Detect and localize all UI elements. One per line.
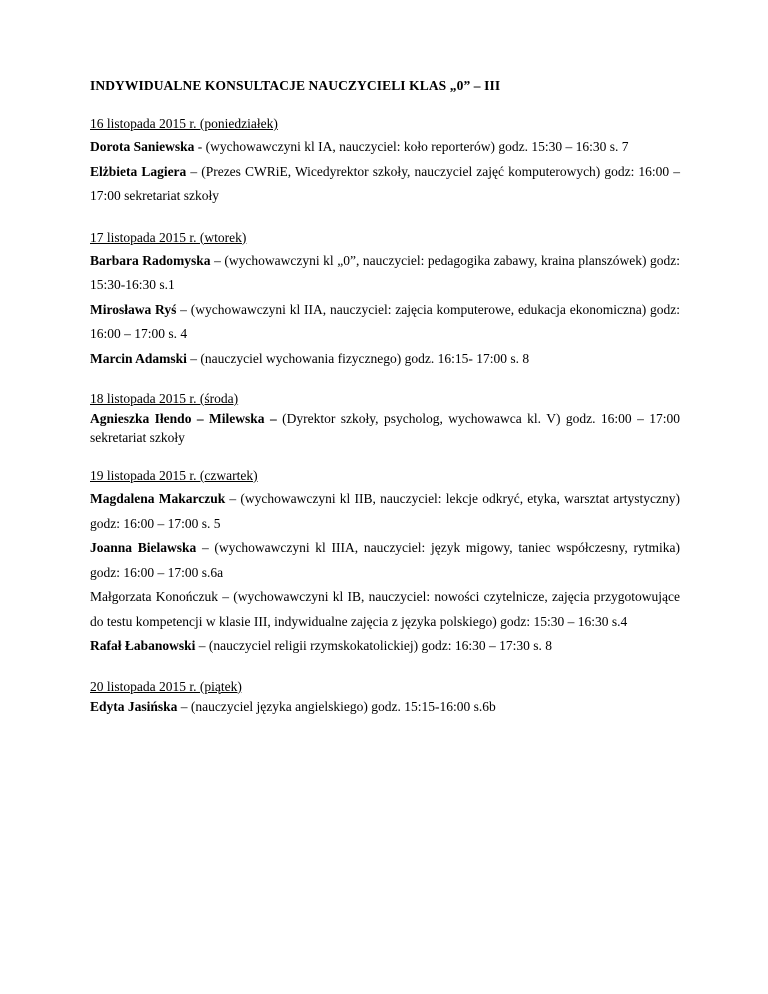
day-date: 18 listopada 2015 r. (środa)	[90, 391, 239, 406]
teacher-name: Mirosława Ryś	[90, 301, 177, 317]
teacher-details: – (wychowawczyni kl IIA, nauczyciel: zajęcia komputerowe, edukacja ekonomiczna) godz: 16:00 – 17:00 s. 4	[90, 301, 680, 341]
teacher-entry	[90, 585, 680, 634]
day-section-monday	[90, 113, 680, 209]
teacher-details: – (wychowawczyni kl IIB, nauczyciel: lekcje odkryć, etyka, warsztat artystyczny) godz: 16:00 – 17:00 s. 5	[90, 491, 680, 531]
teacher-name: Marcin Adamski	[90, 350, 187, 366]
day-date: 17 listopada 2015 r. (wtorek)	[90, 229, 247, 245]
teacher-details: – (wychowawczyni kl IIIA, nauczyciel: język migowy, taniec współczesny, rytmika) godz: 16:00 – 17:00 s.6a	[90, 540, 680, 580]
teacher-details: Małgorzata Konończuk – (wychowawczyni kl IB, nauczyciel: nowości czytelnicze, zajęcia przygotowujące do testu kompetencji w klasie III, indywidualne zajęcia z języka polskiego) godz: 15:30 – 16:30 s.4	[90, 589, 680, 629]
day-date: 20 listopada 2015 r. (piątek)	[90, 678, 242, 694]
day-date: 19 listopada 2015 r. (czwartek)	[90, 468, 258, 483]
teacher-entry	[90, 536, 680, 585]
day-section-friday	[90, 677, 680, 716]
teacher-name: Rafał Łabanowski	[90, 638, 196, 653]
teacher-entry	[90, 697, 680, 716]
teacher-entry	[90, 409, 680, 447]
teacher-details: – (wychowawczyni kl „0”, nauczyciel: pedagogika zabawy, kraina planszówek) godz: 15:30-16:30 s.1	[90, 252, 680, 292]
teacher-details: – (nauczyciel religii rzymskokatolickiej) godz: 16:30 – 17:30 s. 8	[195, 638, 552, 653]
day-section-thursday	[90, 465, 680, 659]
teacher-name: Agnieszka Iłendo – Milewska –	[90, 411, 277, 426]
teacher-details: – (nauczyciel wychowania fizycznego) godz. 16:15- 17:00 s. 8	[186, 350, 530, 366]
day-date: 16 listopada 2015 r. (poniedziałek)	[90, 116, 278, 131]
teacher-entry	[90, 160, 680, 209]
teacher-entry	[90, 135, 680, 160]
teacher-entry	[90, 249, 680, 298]
teacher-name: Edyta Jasińska	[90, 698, 178, 714]
teacher-entry	[90, 634, 680, 659]
teacher-name: Barbara Radomyska	[90, 252, 211, 268]
teacher-name: Magdalena Makarczuk	[90, 491, 226, 506]
teacher-entry	[90, 487, 680, 536]
teacher-details: – (Prezes CWRiE, Wicedyrektor szkoły, nauczyciel zajęć komputerowych) godz: 16:00 – 17:00 sekretariat szkoły	[90, 163, 681, 203]
document-page	[90, 78, 680, 734]
teacher-name: Joanna Bielawska	[90, 540, 197, 555]
document-title: INDYWIDUALNE KONSULTACJE NAUCZYCIELI KLAS „0” – III	[90, 78, 501, 93]
teacher-details: – (nauczyciel języka angielskiego) godz. 15:15-16:00 s.6b	[177, 698, 496, 714]
teacher-name: Dorota Saniewska	[90, 139, 195, 154]
teacher-name: Elżbieta Lagiera	[90, 163, 187, 179]
day-section-tuesday	[90, 227, 680, 372]
teacher-details: - (wychowawczyni kl IA, nauczyciel: koło reporterów) godz. 15:30 – 16:30 s. 7	[194, 139, 629, 154]
teacher-entry	[90, 347, 680, 372]
day-section-wednesday	[90, 389, 680, 447]
teacher-details: (Dyrektor szkoły, psycholog, wychowawca kl. V) godz. 16:00 – 17:00 sekretariat szkoły	[90, 411, 681, 445]
teacher-entry	[90, 298, 680, 347]
